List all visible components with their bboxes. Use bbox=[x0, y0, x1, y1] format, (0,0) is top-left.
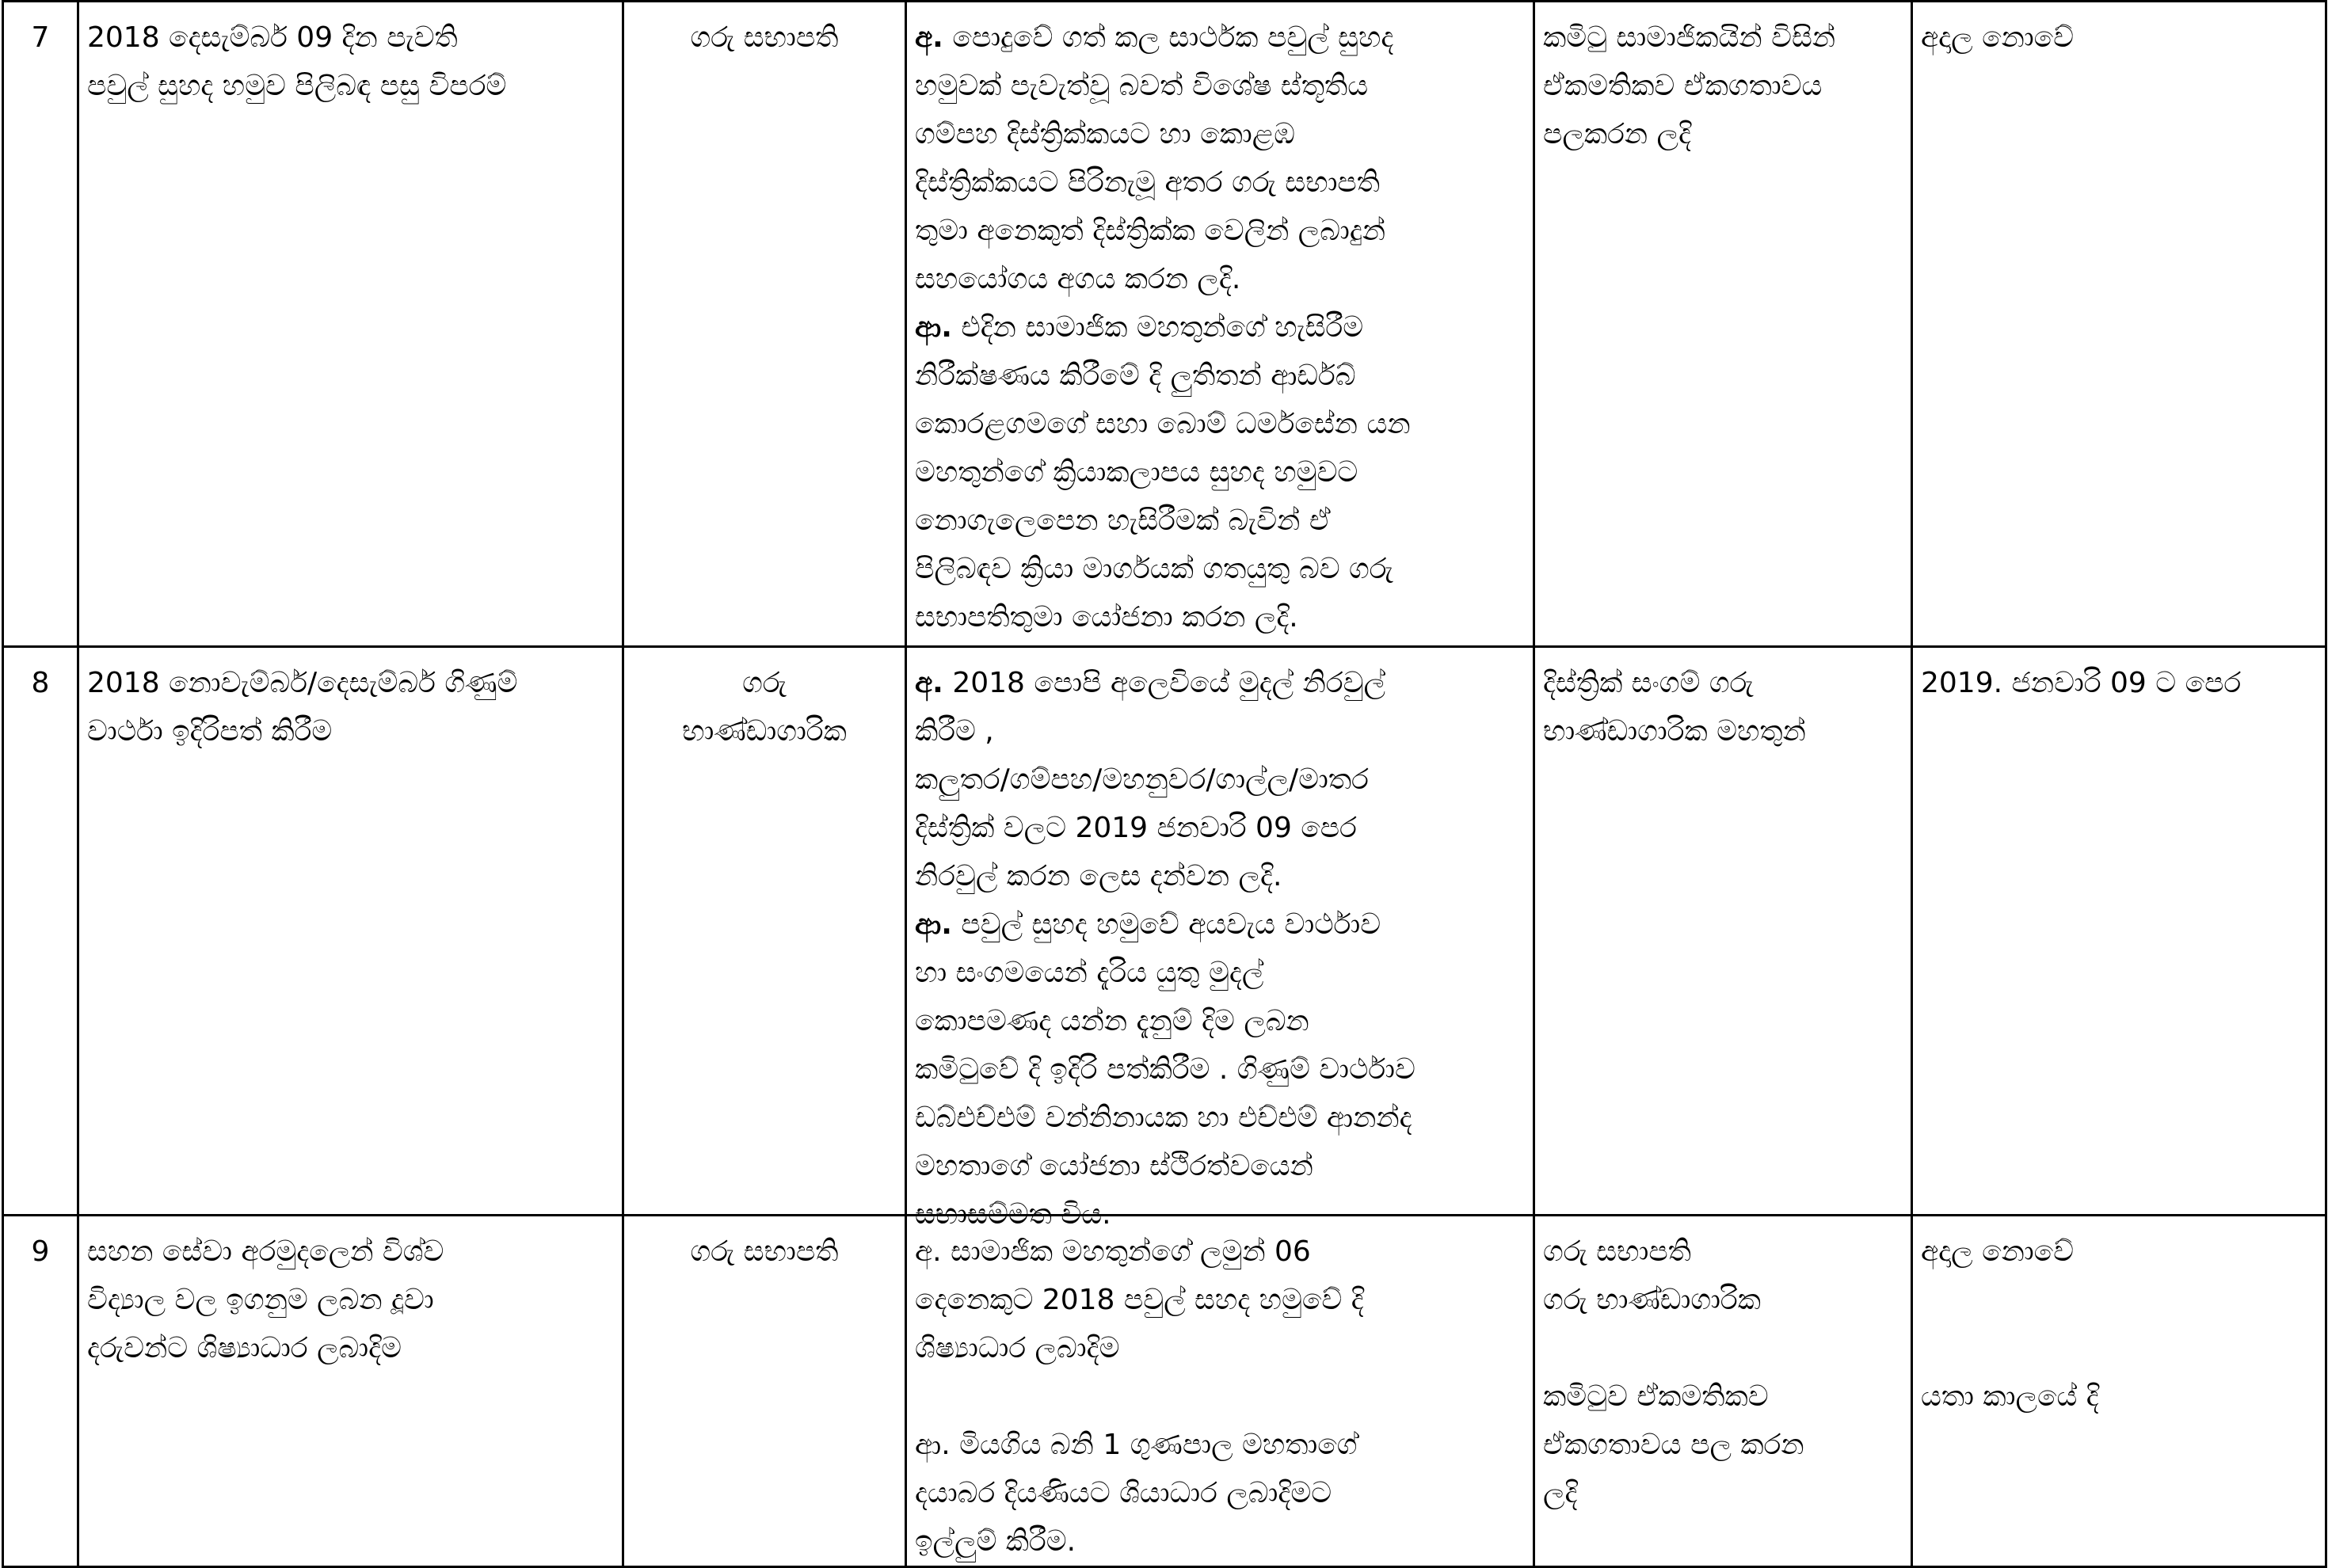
spacer bbox=[915, 1372, 1525, 1421]
action-by-line: කමිටුව ඒකමතිකව bbox=[1543, 1380, 1769, 1413]
decision-text: සාමාජික මහතුන්ගේ ලමුන් 06 bbox=[951, 1235, 1311, 1268]
action-by-cell bbox=[1534, 2, 1912, 647]
item-marker: අ. bbox=[915, 667, 943, 699]
action-by-line: දිස්ත්‍රික් සංගම් ගරු bbox=[1543, 667, 1754, 699]
decision-line bbox=[915, 900, 1525, 949]
row-number: 8 bbox=[31, 667, 50, 699]
decision-line: හා සංගමයෙන් දැරිය යුතු මුදල් bbox=[915, 957, 1264, 989]
decision-line bbox=[915, 1227, 1525, 1276]
action-by-line: භාණ්ඩාගාරික මහතුන් bbox=[1543, 715, 1806, 748]
subject-cell bbox=[78, 1216, 623, 1567]
row-number-cell bbox=[3, 2, 78, 647]
action-by-line: කමිටු සාමාජිකයින් විසින් bbox=[1543, 21, 1836, 54]
responsible-cell bbox=[623, 1216, 906, 1567]
row-number-cell bbox=[3, 1216, 78, 1567]
deadline-cell bbox=[1912, 1216, 2326, 1567]
row-number: 7 bbox=[31, 21, 50, 54]
action-by-cell bbox=[1534, 647, 1912, 1216]
item-marker: අ. bbox=[915, 1235, 942, 1268]
decision-line: නිරවුල් කරන ලෙස දන්වන ලදි. bbox=[915, 860, 1282, 892]
table-row-7 bbox=[3, 2, 2326, 647]
deadline-line: අදාල නොවේ bbox=[1921, 21, 2075, 54]
responsible-cell bbox=[623, 2, 906, 647]
decision-line bbox=[915, 303, 1525, 352]
decision-line: ඩබ්එච්එම් වන්නිනායක හා එච්එම් ආනන්ද bbox=[915, 1102, 1412, 1134]
subject-line: පවුල් සුහද හමුව පිලිබඳ පසු විපරම් bbox=[87, 70, 507, 102]
deadline-line: යතා කාලයේ දි bbox=[1921, 1380, 2099, 1413]
decision-text: මියගිය බනි 1 ගුණපාල මහතාගේ bbox=[959, 1429, 1358, 1461]
decision-line: දිස්ත්‍රික්කයට පිරිනැමූ අතර ගරු සභාපති bbox=[915, 166, 1381, 199]
responsible-line: ගරු bbox=[742, 667, 787, 699]
decision-text: එදින සාමාජික මහතුන්ගේ හැසිරීම bbox=[961, 311, 1364, 344]
spacer bbox=[1921, 1276, 2317, 1324]
responsible-cell bbox=[623, 647, 906, 1216]
action-by-line: ගරු භාණ්ඩාගාරික bbox=[1543, 1284, 1761, 1316]
decision-text: පවුල් සුහද හමුවේ අයවැය වාර්ථාව bbox=[961, 908, 1381, 941]
decision-text: 2018 පොපි අලෙවියේ මුදල් නිරවුල් bbox=[952, 667, 1385, 699]
subject-cell bbox=[78, 647, 623, 1216]
decision-line: කොපමණද යන්න දැනුම් දිම ලබන bbox=[915, 1005, 1309, 1037]
row-number: 9 bbox=[31, 1235, 50, 1268]
decision-line: කිරීම , bbox=[915, 715, 994, 748]
decision-line: කමිටුවේ දි ඉදිරි පත්කිරීම . ගිණුම් වාර්ථාව bbox=[915, 1053, 1415, 1086]
decision-line bbox=[915, 13, 1525, 62]
row-number-cell bbox=[3, 647, 78, 1216]
spacer bbox=[1543, 1324, 1903, 1372]
minutes-table bbox=[2, 0, 2327, 1568]
action-by-cell bbox=[1534, 1216, 1912, 1567]
decision-text: පොදුවේ ගත් කල සාර්ථක පවුල් සුහද bbox=[952, 21, 1394, 54]
item-marker: ආ. bbox=[915, 311, 952, 344]
action-by-line: පලකරන ලදි bbox=[1543, 118, 1691, 150]
subject-line: සහන සේවා අරමුදලෙන් විශ්ව bbox=[87, 1235, 444, 1268]
decision-line: සහයෝගය අගය කරන ලදි. bbox=[915, 263, 1241, 295]
decision-line: හමුවක් පැවැත්වූ බවත් විශේෂ ස්තූතිය bbox=[915, 70, 1369, 102]
decision-line: ගම්පහ දිස්ත්‍රික්කයට හා කොළඹ bbox=[915, 118, 1295, 150]
subject-cell bbox=[78, 2, 623, 647]
decision-cell bbox=[906, 647, 1534, 1231]
action-by-line: ලදි bbox=[1543, 1477, 1578, 1509]
action-by-line: ඒකගතාවය පල කරන bbox=[1543, 1429, 1804, 1461]
decision-line: මහතුන්ගේ ක්‍රියාකලාපය සුහද හමුවට bbox=[915, 456, 1358, 489]
decision-line: පිලිබඳව ක්‍රියා මාර්ගයක් ගතයුතු බව ගරු bbox=[915, 553, 1393, 585]
responsible-line: ගරු සභාපති bbox=[690, 21, 839, 54]
decision-line: කොරළගමගේ සහා බොම් ධර්මසේන යන bbox=[915, 408, 1411, 440]
subject-line: දරුවන්ට ශිෂ්‍යාධාර ලබාදිම bbox=[87, 1332, 402, 1364]
deadline-line: 2019. ජනවාරි 09 ට පෙර bbox=[1921, 667, 2242, 699]
action-by-line: ඒකමතිකව ඒකගතාවය bbox=[1543, 70, 1823, 102]
item-marker: අ. bbox=[915, 21, 943, 54]
spacer bbox=[1921, 1324, 2317, 1372]
decision-line: දිස්ත්‍රික් වලට 2019 ජනවාරි 09 පෙර bbox=[915, 812, 1357, 844]
decision-line-cut: සභාසම්මත විය. bbox=[915, 1198, 1111, 1231]
deadline-line: අදාල නොවේ bbox=[1921, 1235, 2075, 1268]
subject-line: 2018 නොවැම්බර්/දෙසැම්බර් ගිණුම් bbox=[87, 667, 518, 699]
item-marker: ආ. bbox=[915, 908, 952, 941]
decision-line bbox=[915, 659, 1525, 707]
decision-line: ශිෂ්‍යාධාර ලබාදිම bbox=[915, 1332, 1120, 1364]
decision-line: නොගැලෙපෙන හැසිරීමක් බැවින් ඒ bbox=[915, 504, 1331, 537]
decision-cell bbox=[906, 1216, 1534, 1567]
decision-line: මහතාගේ යෝජනා ස්ථිරත්වයෙන් bbox=[915, 1150, 1313, 1182]
decision-line: සභාපතිතුමා යෝජනා කරන ලදි. bbox=[915, 601, 1298, 634]
responsible-line: භාණ්ඩාගාරික bbox=[682, 715, 847, 748]
decision-line: ඉල්ලුම් කිරීම. bbox=[915, 1525, 1076, 1558]
responsible-line: ගරු සභාපති bbox=[690, 1235, 839, 1268]
item-marker: ආ. bbox=[915, 1429, 951, 1461]
deadline-cell bbox=[1912, 647, 2326, 1216]
decision-line: දයාබර දියණියට ශියාධාර ලබාදිමට bbox=[915, 1477, 1332, 1509]
table-row-8 bbox=[3, 647, 2326, 1216]
decision-line bbox=[915, 1421, 1525, 1469]
subject-line: 2018 දෙසැම්බර් 09 දින පැවති bbox=[87, 21, 458, 54]
subject-line: විද්‍යාල වල ඉගනුම ලබන දූවා bbox=[87, 1284, 434, 1316]
decision-line: නිරීක්ෂණය කිරීමේ දි ලුතිතන් ආර්ඩබ් bbox=[915, 360, 1356, 392]
decision-cell bbox=[906, 2, 1534, 647]
subject-line: වාර්ථා ඉදිරිපත් කිරීම bbox=[87, 715, 333, 748]
decision-line: කලුතර/ගම්පහ/මහනුවර/ගාල්ල/මාතර bbox=[915, 763, 1369, 796]
decision-line: දෙනෙකුට 2018 පවුල් සහද හමුවේ දි bbox=[915, 1284, 1364, 1316]
table-row-9 bbox=[3, 1216, 2326, 1567]
deadline-cell bbox=[1912, 2, 2326, 647]
decision-line: තුමා අනෙකුත් දිස්ත්‍රික්ක වෙලින් ලබාදුන් bbox=[915, 215, 1386, 247]
action-by-line: ගරු සභාපති bbox=[1543, 1235, 1691, 1268]
